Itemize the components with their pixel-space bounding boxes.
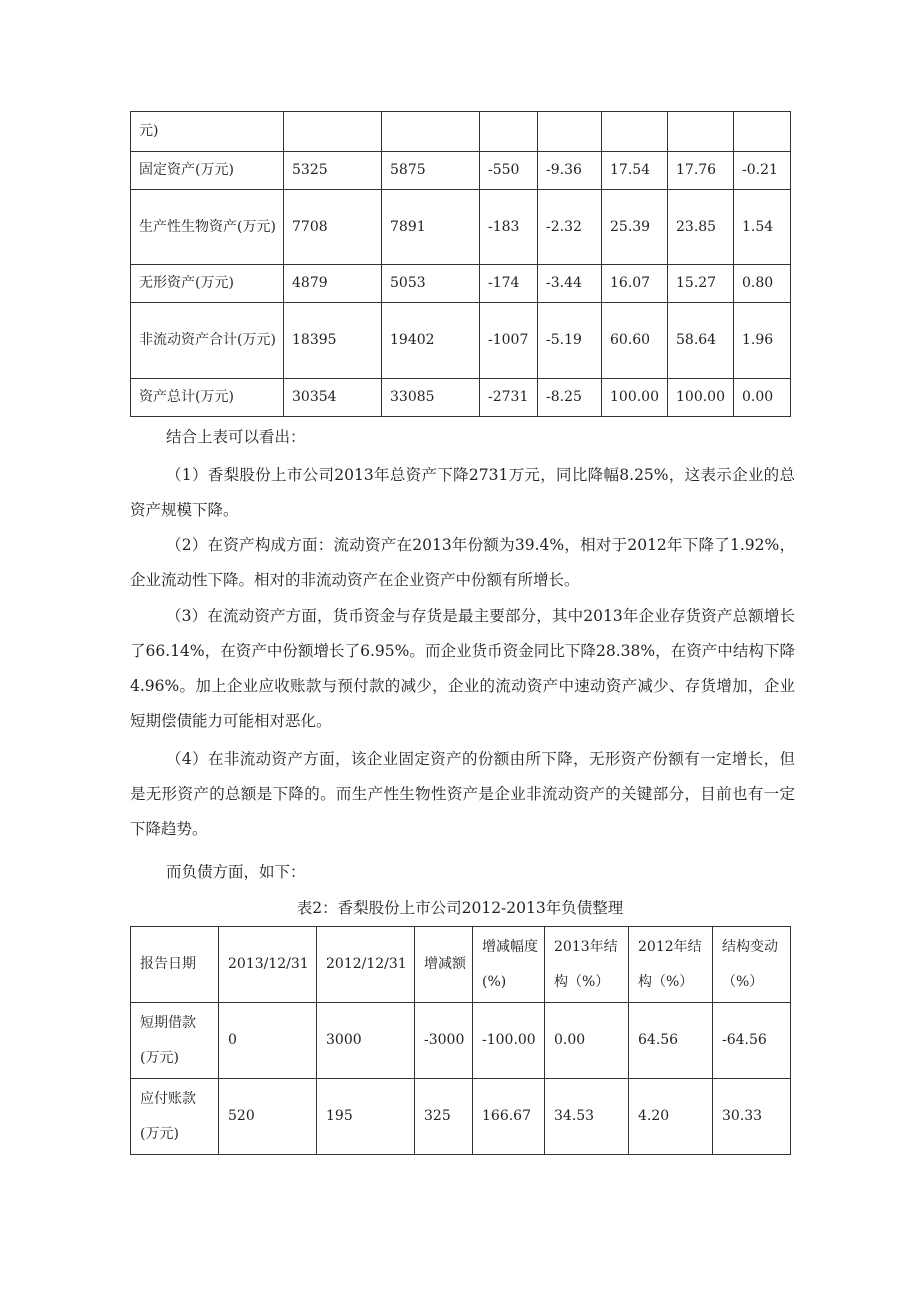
table-cell: 25.39 bbox=[602, 190, 668, 265]
table-cell: 166.67 bbox=[473, 1079, 545, 1155]
table-cell: -5.19 bbox=[538, 303, 602, 379]
table-row bbox=[131, 190, 791, 265]
table-row bbox=[131, 1079, 791, 1155]
table-cell: 元) bbox=[131, 112, 284, 152]
paragraph-point-1: （1）香梨股份上市公司2013年总资产下降2731万元，同比降幅8.25%，这表示企业的总资产规模下降。 bbox=[130, 466, 795, 519]
table-row bbox=[131, 112, 791, 152]
table-cell: 60.60 bbox=[602, 303, 668, 379]
table-cell: 资产总计(万元) bbox=[131, 379, 284, 417]
table-cell: 5053 bbox=[382, 265, 480, 303]
table-cell: 17.76 bbox=[668, 152, 734, 190]
header-cell: 2013/12/31 bbox=[219, 927, 317, 1003]
table-cell: -2.32 bbox=[538, 190, 602, 265]
table-cell: -2731 bbox=[480, 379, 538, 417]
table-cell: 0.80 bbox=[734, 265, 791, 303]
table-cell: 非流动资产合计(万元) bbox=[131, 303, 284, 379]
table-cell bbox=[480, 112, 538, 152]
table-cell: 16.07 bbox=[602, 265, 668, 303]
table-cell: 195 bbox=[317, 1079, 415, 1155]
table-cell: 7708 bbox=[284, 190, 382, 265]
table-cell: -183 bbox=[480, 190, 538, 265]
table-cell: -3.44 bbox=[538, 265, 602, 303]
table-cell bbox=[734, 112, 791, 152]
table-cell: -174 bbox=[480, 265, 538, 303]
table-cell: 应付账款(万元) bbox=[131, 1079, 219, 1155]
table-cell: 33085 bbox=[382, 379, 480, 417]
table-cell: 无形资产(万元) bbox=[131, 265, 284, 303]
table-row bbox=[131, 1003, 791, 1079]
table-cell: 17.54 bbox=[602, 152, 668, 190]
table-cell bbox=[538, 112, 602, 152]
table-cell: 5325 bbox=[284, 152, 382, 190]
table-cell: 0.00 bbox=[545, 1003, 629, 1079]
table-cell: -64.56 bbox=[713, 1003, 791, 1079]
asset-table bbox=[130, 111, 791, 417]
header-cell: 报告日期 bbox=[131, 927, 219, 1003]
table-cell: 58.64 bbox=[668, 303, 734, 379]
table-cell: 15.27 bbox=[668, 265, 734, 303]
table-cell: 100.00 bbox=[668, 379, 734, 417]
paragraph-point-2: （2）在资产构成方面：流动资产在2013年份额为39.4%，相对于2012年下降了1.92%，企业流动性下降。相对的非流动资产在企业资产中份额有所增长。 bbox=[130, 536, 795, 589]
table-cell: 19402 bbox=[382, 303, 480, 379]
paragraph-summary-intro: 结合上表可以看出： bbox=[166, 428, 306, 446]
header-cell: 结构变动（%） bbox=[713, 927, 791, 1003]
table-caption: 表2：香梨股份上市公司2012-2013年负债整理 bbox=[296, 899, 624, 917]
header-cell: 2013年结构（%） bbox=[545, 927, 629, 1003]
header-cell: 2012年结构（%） bbox=[629, 927, 713, 1003]
table-cell: -9.36 bbox=[538, 152, 602, 190]
table-cell: 64.56 bbox=[629, 1003, 713, 1079]
table-cell: 7891 bbox=[382, 190, 480, 265]
table-cell: -100.00 bbox=[473, 1003, 545, 1079]
table-cell bbox=[382, 112, 480, 152]
table-cell: -0.21 bbox=[734, 152, 791, 190]
table-row bbox=[131, 265, 791, 303]
paragraph-liabilities-intro: 而负债方面，如下： bbox=[166, 863, 306, 881]
liability-table bbox=[130, 926, 791, 1155]
table-cell bbox=[668, 112, 734, 152]
table-cell: 100.00 bbox=[602, 379, 668, 417]
table-cell: 30.33 bbox=[713, 1079, 791, 1155]
table-cell: 30354 bbox=[284, 379, 382, 417]
header-cell: 2012/12/31 bbox=[317, 927, 415, 1003]
paragraph-point-4: （4）在非流动资产方面，该企业固定资产的份额由所下降，无形资产份额有一定增长，但是无形资产的总额是下降的。而生产性生物性资产是企业非流动资产的关键部分，目前也有一定下降趋势。 bbox=[130, 750, 795, 838]
table-cell: 520 bbox=[219, 1079, 317, 1155]
table-cell: -8.25 bbox=[538, 379, 602, 417]
table-cell bbox=[602, 112, 668, 152]
table-cell: 3000 bbox=[317, 1003, 415, 1079]
table-cell: 34.53 bbox=[545, 1079, 629, 1155]
table-row bbox=[131, 379, 791, 417]
header-cell: 增减幅度(%) bbox=[473, 927, 545, 1003]
table-row bbox=[131, 303, 791, 379]
table-cell: 18395 bbox=[284, 303, 382, 379]
table-header-row bbox=[131, 927, 791, 1003]
table-cell: 短期借款(万元) bbox=[131, 1003, 219, 1079]
table-cell: -3000 bbox=[415, 1003, 473, 1079]
table-cell: 4.20 bbox=[629, 1079, 713, 1155]
table-cell: -550 bbox=[480, 152, 538, 190]
table-cell: 固定资产(万元) bbox=[131, 152, 284, 190]
table-cell: 4879 bbox=[284, 265, 382, 303]
table-cell: 生产性生物资产(万元) bbox=[131, 190, 284, 265]
header-cell: 增减额 bbox=[415, 927, 473, 1003]
table-cell: 325 bbox=[415, 1079, 473, 1155]
table-cell: 0.00 bbox=[734, 379, 791, 417]
table-cell: 1.96 bbox=[734, 303, 791, 379]
table-row bbox=[131, 152, 791, 190]
table-cell: 23.85 bbox=[668, 190, 734, 265]
table-cell: -1007 bbox=[480, 303, 538, 379]
paragraph-point-3: （3）在流动资产方面，货币资金与存货是最主要部分，其中2013年企业存货资产总额增长了66.14%，在资产中份额增长了6.95%。而企业货币资金同比下降28.38%，在资产中结构下降4.96%。加上企业应收账款与预付款的减少，企业的流动资产中速动资产减少、存货增加，企业短期偿债能力可能相对恶化。 bbox=[130, 607, 795, 730]
table-cell bbox=[284, 112, 382, 152]
table-cell: 0 bbox=[219, 1003, 317, 1079]
table-cell: 1.54 bbox=[734, 190, 791, 265]
table-cell: 5875 bbox=[382, 152, 480, 190]
